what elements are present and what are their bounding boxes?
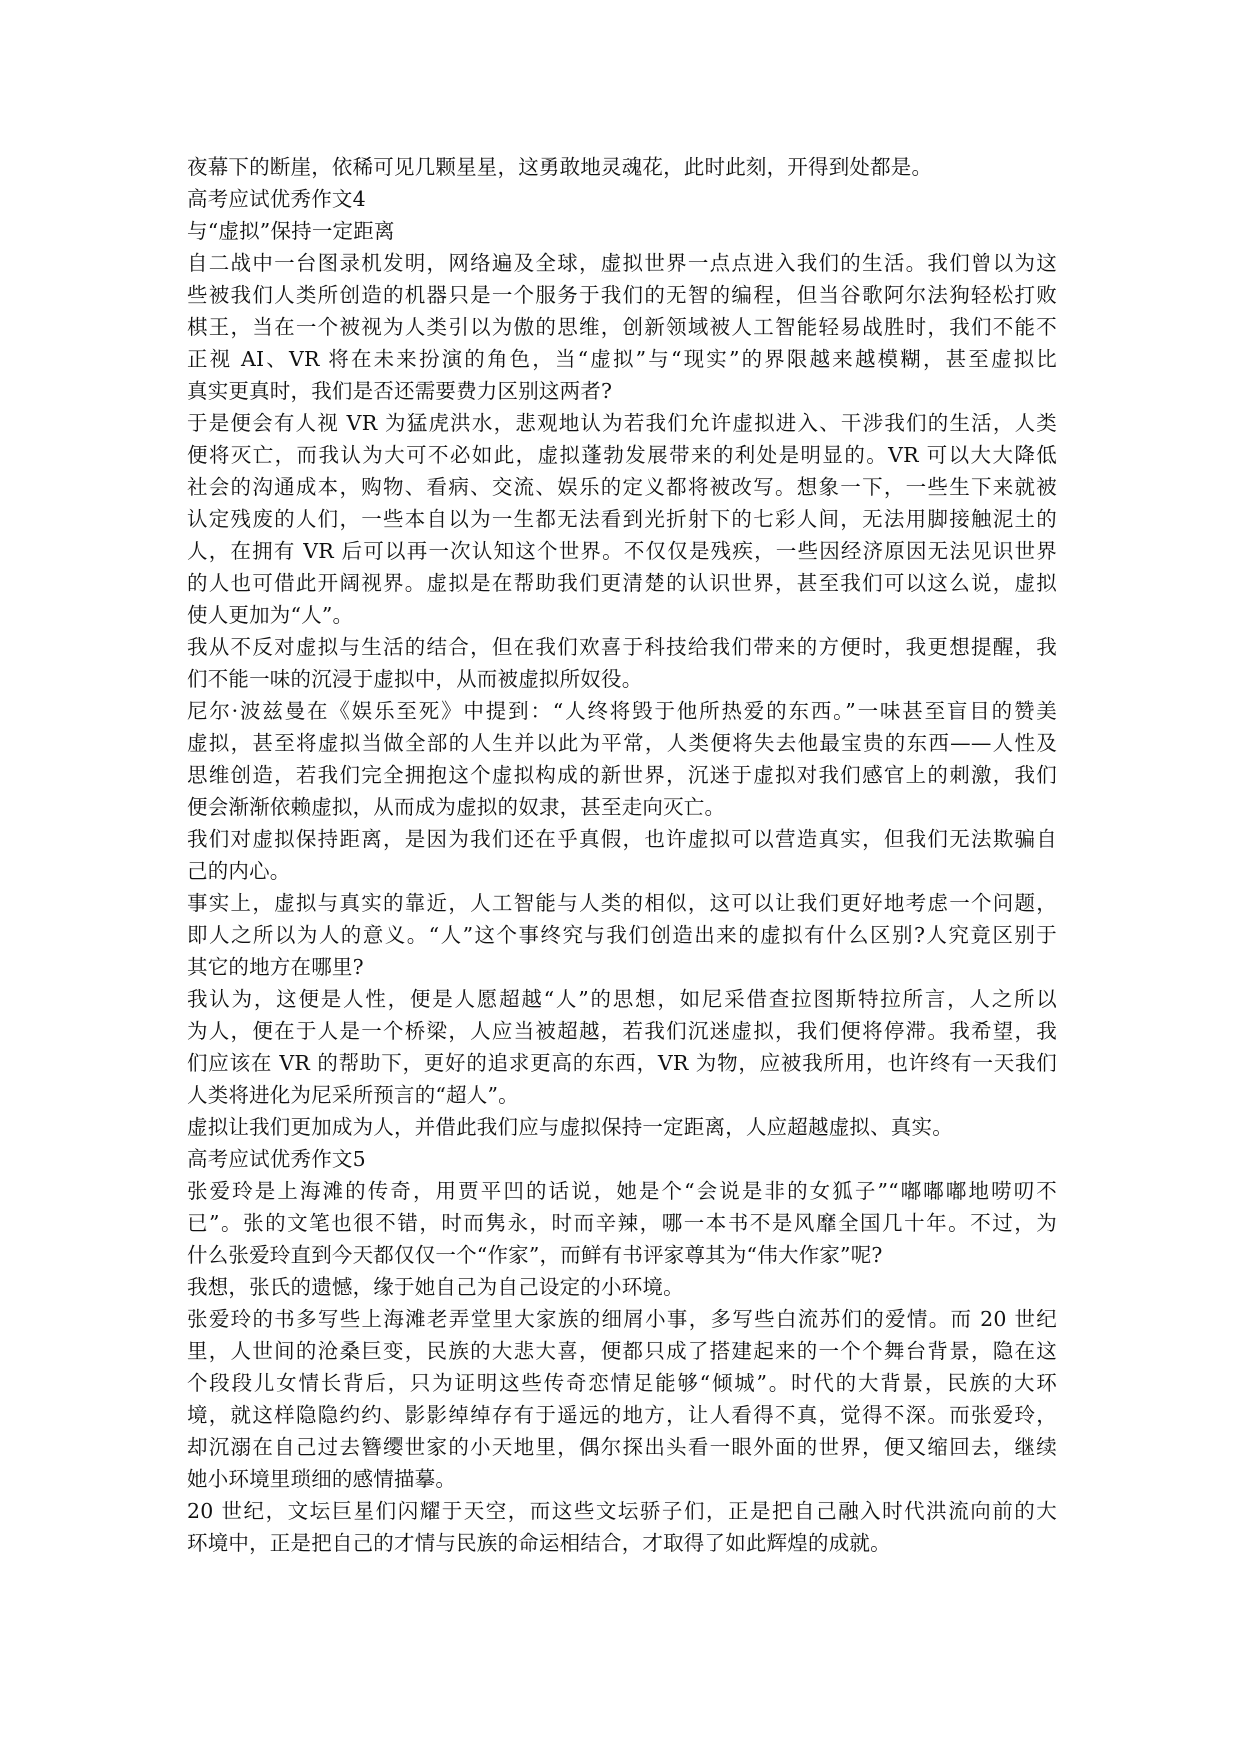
paragraph <box>187 695 1057 823</box>
paragraph <box>187 407 1057 631</box>
text-line: 其它的地方在哪里? <box>187 955 364 979</box>
text-line: 使人更加为“人”。 <box>187 603 354 627</box>
text-line: 人，在拥有 VR 后可以再一次认知这个世界。不仅仅是残疾，一些因经济原因无法见识世界 <box>187 539 1057 563</box>
text-line: 20 世纪，文坛巨星们闪耀于天空，而这些文坛骄子们，正是把自己融入时代洪流向前的大 <box>187 1499 1057 1523</box>
text-line: 于是便会有人视 VR 为猛虎洪水，悲观地认为若我们允许虚拟进入、干涉我们的生活，人类 <box>187 411 1057 435</box>
essay-title <box>187 215 1057 247</box>
text-line: 的人也可借此开阔视界。虚拟是在帮助我们更清楚的认识世界，甚至我们可以这么说，虚拟 <box>187 571 1057 595</box>
title-text: 与“虚拟”保持一定距离 <box>187 219 395 243</box>
text-line: 们不能一味的沉浸于虚拟中，从而被虚拟所奴役。 <box>187 667 643 691</box>
text-line: 人类将进化为尼采所预言的“超人”。 <box>187 1083 519 1107</box>
text-line: 境，就这样隐隐约约、影影绰绰存有于遥远的地方，让人看得不真，觉得不深。而张爱玲， <box>187 1403 1057 1427</box>
text-line: 认定残废的人们，一些本自以为一生都无法看到光折射下的七彩人间，无法用脚接触泥土的 <box>187 507 1057 531</box>
text-line: 已”。张的文笔也很不错，时而隽永，时而辛辣，哪一本书不是风靡全国几十年。不过，为 <box>187 1211 1057 1235</box>
text-line: 张爱玲的书多写些上海滩老弄堂里大家族的细屑小事，多写些白流苏们的爱情。而 20 世纪 <box>187 1307 1057 1331</box>
paragraph <box>187 247 1057 407</box>
text-line: 却沉溺在自己过去簪缨世家的小天地里，偶尔探出头看一眼外面的世界，便又缩回去，继续 <box>187 1435 1057 1459</box>
text-line: 社会的沟通成本，购物、看病、交流、娱乐的定义都将被改写。想象一下，一些生下来就被 <box>187 475 1057 499</box>
heading-text: 高考应试优秀作文5 <box>187 1147 366 1171</box>
text-line: 尼尔·波兹曼在《娱乐至死》中提到：“人终将毁于他所热爱的东西。”一味甚至盲目的赞美 <box>187 699 1057 723</box>
text-line: 我们对虚拟保持距离，是因为我们还在乎真假，也许虚拟可以营造真实，但我们无法欺骗自 <box>187 827 1057 851</box>
text-line: 正视 AI、VR 将在未来扮演的角色，当“虚拟”与“现实”的界限越来越模糊，甚至虚拟比 <box>187 347 1057 371</box>
text-line: 什么张爱玲直到今天都仅仅一个“作家”，而鲜有书评家尊其为“伟大作家”呢? <box>187 1243 883 1267</box>
text-line: 思维创造，若我们完全拥抱这个虚拟构成的新世界，沉迷于虚拟对我们感官上的刺激，我们 <box>187 763 1057 787</box>
text-line: 便会渐渐依赖虚拟，从而成为虚拟的奴隶，甚至走向灭亡。 <box>187 795 726 819</box>
text-line: 真实更真时，我们是否还需要费力区别这两者? <box>187 379 613 403</box>
text-line: 便将灭亡，而我认为大可不必如此，虚拟蓬勃发展带来的利处是明显的。VR 可以大大降低 <box>187 443 1057 467</box>
text-line: 棋王，当在一个被视为人类引以为傲的思维，创新领域被人工智能轻易战胜时，我们不能不 <box>187 315 1057 339</box>
text-line: 虚拟，甚至将虚拟当做全部的人生并以此为平常，人类便将失去他最宝贵的东西——人性及 <box>187 731 1057 755</box>
text-line: 即人之所以为人的意义。“人”这个事终究与我们创造出来的虚拟有什么区别?人究竟区别于 <box>187 923 1057 947</box>
text-line: 里，人世间的沧桑巨变，民族的大悲大喜，便都只成了搭建起来的一个个舞台背景，隐在这 <box>187 1339 1057 1363</box>
text-line: 们应该在 VR 的帮助下，更好的追求更高的东西，VR 为物，应被我所用，也许终有一天我们 <box>187 1051 1057 1075</box>
paragraph <box>187 983 1057 1111</box>
text-line: 自二战中一台图录机发明，网络遍及全球，虚拟世界一点点进入我们的生活。我们曾以为这 <box>187 251 1057 275</box>
text-line: 己的内心。 <box>187 859 291 883</box>
text-line: 虚拟让我们更加成为人，并借此我们应与虚拟保持一定距离，人应超越虚拟、真实。 <box>187 1115 953 1139</box>
text-line: 些被我们人类所创造的机器只是一个服务于我们的无智的编程，但当谷歌阿尔法狗轻松打败 <box>187 283 1057 307</box>
text-line: 她小环境里琐细的感情描摹。 <box>187 1467 457 1491</box>
text-line: 我认为，这便是人性，便是人愿超越“人”的思想，如尼采借查拉图斯特拉所言，人之所以 <box>187 987 1057 1011</box>
text-line: 为人，便在于人是一个桥梁，人应当被超越，若我们沉迷虚拟，我们便将停滞。我希望，我 <box>187 1019 1057 1043</box>
text-line: 事实上，虚拟与真实的靠近，人工智能与人类的相似，这可以让我们更好地考虑一个问题， <box>187 891 1057 915</box>
text-line: 环境中，正是把自己的才情与民族的命运相结合，才取得了如此辉煌的成就。 <box>187 1531 891 1555</box>
paragraph <box>187 631 1057 695</box>
text-line: 夜幕下的断崖，依稀可见几颗星星，这勇敢地灵魂花，此时此刻，开得到处都是。 <box>187 155 933 179</box>
text-line: 我想，张氏的遗憾，缘于她自己为自己设定的小环境。 <box>187 1275 684 1299</box>
paragraph <box>187 1111 1057 1143</box>
essay-heading <box>187 1143 1057 1175</box>
paragraph <box>187 1175 1057 1271</box>
paragraph <box>187 1303 1057 1495</box>
text-line: 我从不反对虚拟与生活的结合，但在我们欢喜于科技给我们带来的方便时，我更想提醒，我 <box>187 635 1057 659</box>
heading-text: 高考应试优秀作文4 <box>187 187 366 211</box>
paragraph <box>187 823 1057 887</box>
paragraph <box>187 151 1057 183</box>
text-line: 张爱玲是上海滩的传奇，用贾平凹的话说，她是个“会说是非的女狐子”“嘟嘟嘟地唠叨不 <box>187 1179 1057 1203</box>
paragraph <box>187 887 1057 983</box>
document-body <box>187 151 1057 1559</box>
text-line: 个段段儿女情长背后，只为证明这些传奇恋情足能够“倾城”。时代的大背景，民族的大环 <box>187 1371 1057 1395</box>
essay-heading <box>187 183 1057 215</box>
paragraph <box>187 1271 1057 1303</box>
paragraph <box>187 1495 1057 1559</box>
